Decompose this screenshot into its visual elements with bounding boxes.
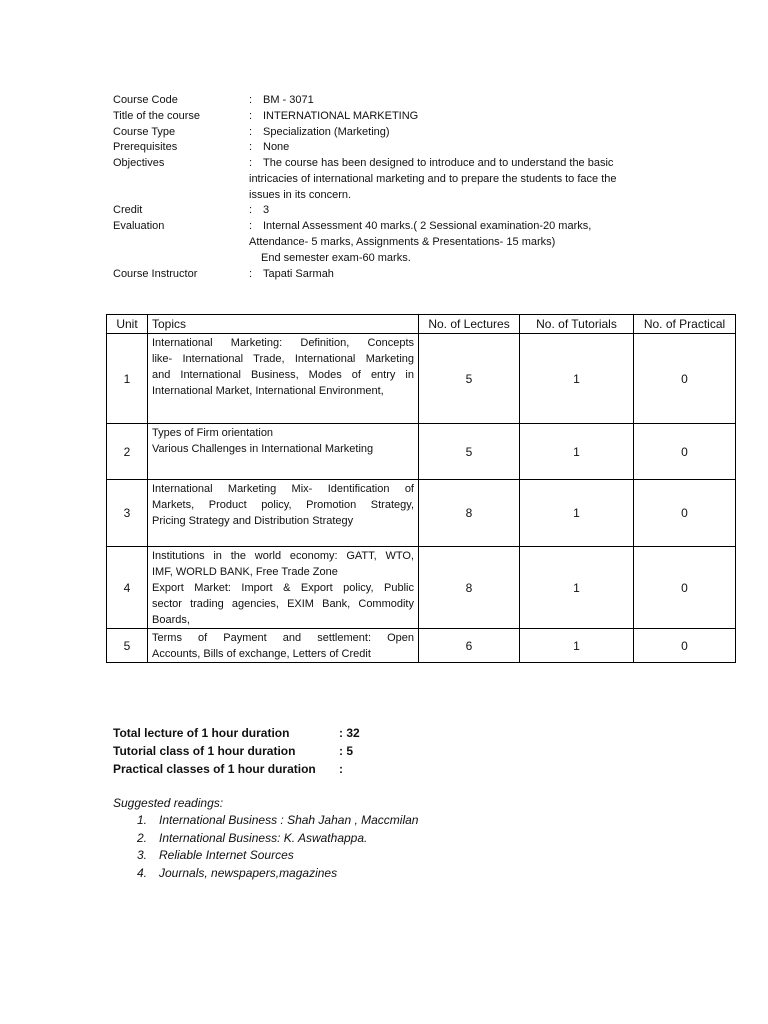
table-row: [107, 334, 736, 424]
separator: :: [249, 157, 253, 169]
topic-line: International Market, International Environment,: [152, 385, 384, 397]
lectures-count: 6: [419, 629, 520, 663]
list-number: 2.: [137, 830, 148, 845]
table-row: [107, 480, 736, 547]
list-number: 4.: [137, 865, 148, 880]
topic-line: Boards,: [152, 614, 190, 626]
practical-count: 0: [634, 334, 736, 424]
unit-number: 1: [107, 334, 148, 424]
topic-line: and International Business, Modes of entry in: [152, 369, 414, 381]
separator: :: [249, 110, 253, 122]
topic-cell: [148, 424, 419, 480]
tutorials-count: 1: [520, 547, 634, 629]
objectives-line-1: The course has been designed to introduce and to understand the basic: [263, 157, 614, 169]
reading-text: Journals, newspapers,magazines: [159, 865, 338, 880]
reading-text: International Business : Shah Jahan , Maccmilan: [159, 813, 419, 827]
practical-count: 0: [634, 629, 736, 663]
lectures-count: 5: [419, 424, 520, 480]
total-lecture-value: : 32: [339, 726, 360, 740]
evaluation-line-3: End semester exam-60 marks.: [261, 252, 411, 264]
topic-cell: [148, 480, 419, 547]
topic-line: IMF, WORLD BANK, Free Trade Zone: [152, 566, 338, 578]
topic-line: Markets, Product policy, Promotion Strategy,: [152, 499, 414, 511]
separator: :: [249, 268, 253, 280]
unit-number: 4: [107, 547, 148, 629]
credit-value: 3: [263, 204, 270, 216]
topic-line: Accounts, Bills of exchange, Letters of Credit: [152, 648, 371, 660]
list-number: 1.: [137, 813, 148, 827]
topic-line: Institutions in the world economy: GATT, WTO,: [152, 550, 414, 562]
objectives-label: Objectives: [113, 157, 165, 169]
separator: :: [249, 204, 253, 216]
separator: :: [249, 141, 253, 153]
evaluation-line-2: Attendance- 5 marks, Assignments & Presentations- 15 marks): [249, 236, 556, 248]
practical-count: 0: [634, 424, 736, 480]
course-title-label: Title of the course: [113, 110, 201, 122]
tutorials-count: 1: [520, 480, 634, 547]
evaluation-label: Evaluation: [113, 220, 165, 232]
instructor-label: Course Instructor: [113, 268, 198, 280]
topic-cell: [148, 334, 419, 424]
lectures-count: 8: [419, 480, 520, 547]
prerequisites-value: None: [263, 141, 290, 153]
tutorials-count: 1: [520, 629, 634, 663]
practical-count: 0: [634, 547, 736, 629]
topic-line: Export Market: Import & Export policy, Public: [152, 582, 414, 594]
reading-text: International Business: K. Aswathappa.: [159, 830, 368, 845]
readings-title: Suggested readings:: [113, 796, 224, 810]
topic-line: International Marketing: Definition, Concepts: [152, 337, 414, 349]
topic-line: International Marketing Mix- Identification of: [152, 483, 414, 495]
topic-cell: [148, 629, 419, 663]
header-lectures: No. of Lectures: [419, 315, 520, 334]
topic-line: Pricing Strategy and Distribution Strategy: [152, 515, 354, 527]
header-topics: Topics: [148, 315, 419, 334]
tutorials-count: 1: [520, 334, 634, 424]
practical-class-value: :: [339, 762, 343, 776]
unit-number: 5: [107, 629, 148, 663]
practical-count: 0: [634, 480, 736, 547]
tutorial-class-value: : 5: [339, 744, 354, 758]
header-practical: No. of Practical: [634, 315, 736, 334]
objectives-line-2: intricacies of international marketing and to prepare the students to face the: [249, 173, 617, 185]
course-code-label: Course Code: [113, 94, 178, 106]
course-type-value: Specialization (Marketing): [263, 126, 390, 138]
unit-number: 3: [107, 480, 148, 547]
topic-cell: [148, 547, 419, 629]
topic-line: Types of Firm orientation: [152, 427, 274, 439]
practical-class-label: Practical classes of 1 hour duration: [113, 762, 316, 776]
objectives-line-3: issues in its concern.: [249, 189, 352, 201]
separator: :: [249, 126, 253, 138]
prerequisites-label: Prerequisites: [113, 141, 178, 153]
course-title-value: INTERNATIONAL MARKETING: [263, 110, 419, 122]
table-header-row: [107, 315, 736, 334]
reading-text: Reliable Internet Sources: [159, 848, 294, 862]
credit-label: Credit: [113, 204, 143, 216]
list-number: 3.: [137, 848, 148, 862]
tutorials-count: 1: [520, 424, 634, 480]
course-type-label: Course Type: [113, 126, 176, 138]
header-unit: Unit: [107, 315, 148, 334]
tutorial-class-label: Tutorial class of 1 hour duration: [113, 744, 296, 758]
header-tutorials: No. of Tutorials: [520, 315, 634, 334]
unit-number: 2: [107, 424, 148, 480]
course-code-value: BM - 3071: [263, 94, 314, 106]
lectures-count: 5: [419, 334, 520, 424]
topic-line: like- International Trade, International Marketing: [152, 353, 414, 365]
lectures-count: 8: [419, 547, 520, 629]
evaluation-line-1: Internal Assessment 40 marks.( 2 Sessional examination-20 marks,: [263, 220, 592, 232]
topic-line: sector trading agencies, EXIM Bank, Commodity: [152, 598, 414, 610]
instructor-value: Tapati Sarmah: [263, 268, 334, 280]
table-row: [107, 629, 736, 663]
topic-line: Terms of Payment and settlement: Open: [152, 632, 414, 644]
table-row: [107, 547, 736, 629]
separator: :: [249, 220, 253, 232]
table-row: [107, 424, 736, 480]
topic-line: Various Challenges in International Marketing: [152, 443, 374, 455]
total-lecture-label: Total lecture of 1 hour duration: [113, 726, 290, 740]
syllabus-table: [106, 314, 736, 663]
separator: :: [249, 94, 253, 106]
